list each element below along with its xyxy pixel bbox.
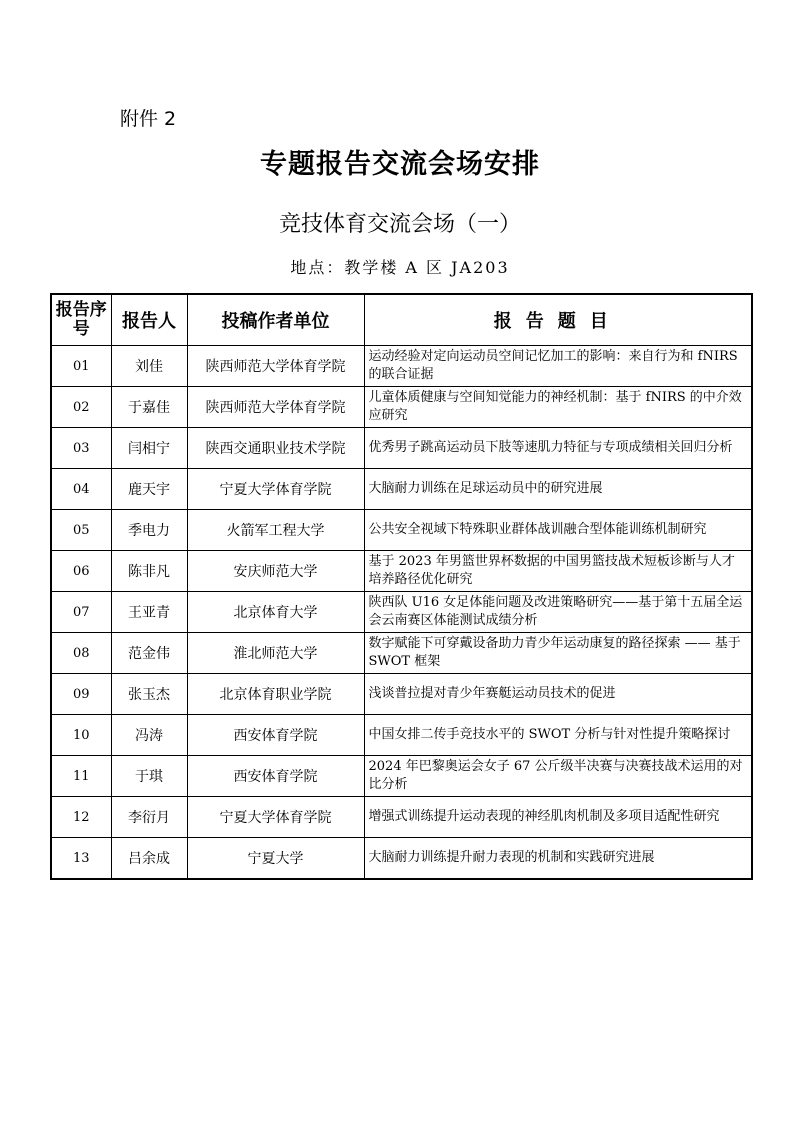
page-title: 专题报告交流会场安排 <box>260 149 540 180</box>
row-report-title: 基于 2023 年男篮世界杯数据的中国男篮技战术短板诊断与人才培养路径优化研究 <box>364 551 752 592</box>
row-report-title: 陕西队 U16 女足体能问题及改进策略研究——基于第十五届全运会云南赛区体能测试成绩分析 <box>364 592 752 633</box>
row-number: 13 <box>51 838 111 880</box>
venue-location: 地点：教学楼 A 区 JA203 <box>290 258 510 277</box>
row-unit: 宁夏大学 <box>187 838 364 880</box>
row-unit: 宁夏大学体育学院 <box>187 797 364 838</box>
row-unit: 宁夏大学体育学院 <box>187 469 364 510</box>
row-report-title: 浅谈普拉提对青少年赛艇运动员技术的促进 <box>364 674 752 715</box>
row-presenter: 季电力 <box>111 510 187 551</box>
table-row <box>51 592 752 633</box>
row-presenter: 陈非凡 <box>111 551 187 592</box>
row-report-title: 大脑耐力训练提升耐力表现的机制和实践研究进展 <box>364 838 752 880</box>
table-row <box>51 674 752 715</box>
row-report-title: 运动经验对定向运动员空间记忆加工的影响：来自行为和 fNIRS 的联合证据 <box>364 346 752 387</box>
row-number: 05 <box>51 510 111 551</box>
table-row <box>51 387 752 428</box>
row-number: 10 <box>51 715 111 756</box>
row-presenter: 吕余成 <box>111 838 187 880</box>
row-number: 06 <box>51 551 111 592</box>
table-row <box>51 428 752 469</box>
row-unit: 陕西交通职业技术学院 <box>187 428 364 469</box>
row-number: 12 <box>51 797 111 838</box>
row-unit: 北京体育职业学院 <box>187 674 364 715</box>
table-row <box>51 633 752 674</box>
schedule-table <box>50 293 753 880</box>
header-unit: 投稿作者单位 <box>187 294 364 346</box>
row-report-title: 中国女排二传手竞技水平的 SWOT 分析与针对性提升策略探讨 <box>364 715 752 756</box>
venue-subtitle: 竞技体育交流会场（一） <box>278 212 521 237</box>
row-presenter: 鹿天宇 <box>111 469 187 510</box>
row-number: 09 <box>51 674 111 715</box>
header-presenter: 报告人 <box>111 294 187 346</box>
row-unit: 北京体育大学 <box>187 592 364 633</box>
row-presenter: 于嘉佳 <box>111 387 187 428</box>
row-number: 08 <box>51 633 111 674</box>
row-unit: 淮北师范大学 <box>187 633 364 674</box>
row-unit: 西安体育学院 <box>187 756 364 797</box>
row-report-title: 儿童体质健康与空间知觉能力的神经机制：基于 fNIRS 的中介效应研究 <box>364 387 752 428</box>
attachment-label: 附件 2 <box>120 108 177 130</box>
row-presenter: 王亚青 <box>111 592 187 633</box>
row-unit: 西安体育学院 <box>187 715 364 756</box>
row-report-title: 增强式训练提升运动表现的神经肌肉机制及多项目适配性研究 <box>364 797 752 838</box>
row-report-title: 数字赋能下可穿戴设备助力青少年运动康复的路径探索 —— 基于 SWOT 框架 <box>364 633 752 674</box>
table-row <box>51 510 752 551</box>
row-presenter: 范金伟 <box>111 633 187 674</box>
row-number: 11 <box>51 756 111 797</box>
row-report-title: 大脑耐力训练在足球运动员中的研究进展 <box>364 469 752 510</box>
table-row <box>51 551 752 592</box>
row-report-title: 公共安全视域下特殊职业群体战训融合型体能训练机制研究 <box>364 510 752 551</box>
table-row <box>51 756 752 797</box>
row-unit: 火箭军工程大学 <box>187 510 364 551</box>
row-unit: 安庆师范大学 <box>187 551 364 592</box>
row-number: 07 <box>51 592 111 633</box>
row-presenter: 张玉杰 <box>111 674 187 715</box>
table-body <box>51 346 752 880</box>
row-unit: 陕西师范大学体育学院 <box>187 387 364 428</box>
table-row <box>51 346 752 387</box>
table-row <box>51 797 752 838</box>
row-presenter: 刘佳 <box>111 346 187 387</box>
row-presenter: 于琪 <box>111 756 187 797</box>
table-row <box>51 715 752 756</box>
row-unit: 陕西师范大学体育学院 <box>187 346 364 387</box>
row-presenter: 李衍月 <box>111 797 187 838</box>
table-row <box>51 469 752 510</box>
row-presenter: 冯涛 <box>111 715 187 756</box>
header-no: 报告序号 <box>51 294 111 346</box>
row-report-title: 2024 年巴黎奥运会女子 67 公斤级半决赛与决赛技战术运用的对比分析 <box>364 756 752 797</box>
row-number: 04 <box>51 469 111 510</box>
row-number: 03 <box>51 428 111 469</box>
row-number: 01 <box>51 346 111 387</box>
row-presenter: 闫相宁 <box>111 428 187 469</box>
row-number: 02 <box>51 387 111 428</box>
row-report-title: 优秀男子跳高运动员下肢等速肌力特征与专项成绩相关回归分析 <box>364 428 752 469</box>
table-header-row <box>51 294 752 346</box>
header-title: 报告题目 <box>364 294 752 346</box>
table-row <box>51 838 752 880</box>
